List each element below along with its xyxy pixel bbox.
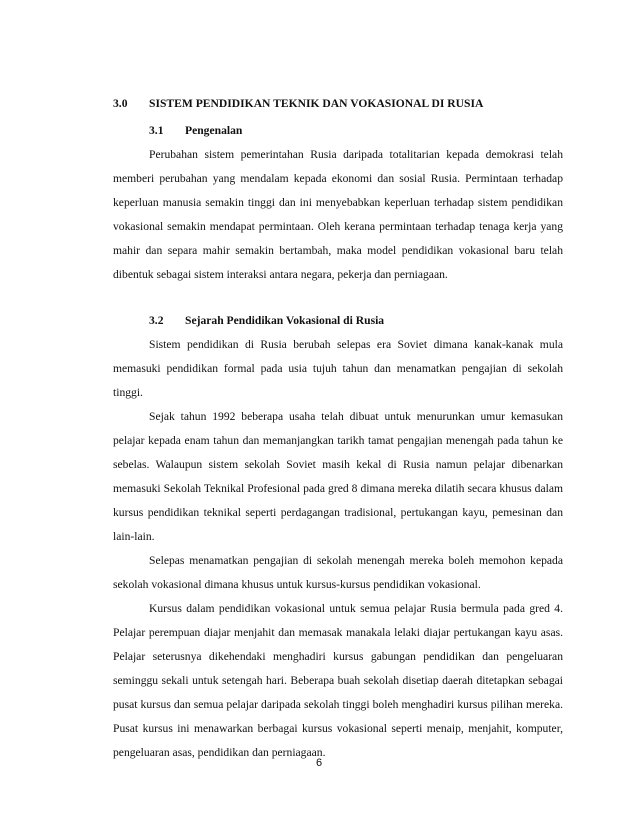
paragraph: Perubahan sistem pemerintahan Rusia daripada totalitarian kepada demokrasi telah memberi perubahan yang mendalam kepada ekonomi dan sosial Rusia. Permintaan terhadap keperluan manusia semakin tinggi dan ini menyebabkan keperluan terhadap sistem pendidikan vokasional semakin mendapat permintaan. Oleh kerana permintaan terhadap tenaga kerja yang mahir dan separa mahir semakin bertambah, maka model pendidikan vokasional baru telah dibentuk sebagai sistem interaksi antara negara, pekerja dan perniagaan. (113, 148, 563, 281)
subsection-number: 3.2 (149, 314, 164, 327)
section-heading (113, 92, 563, 116)
paragraph: Sejak tahun 1992 beberapa usaha telah dibuat untuk menurunkan umur kemasukan pelajar kepada enam tahun dan memanjangkan tarikh tamat pengajian menengah pada tahun ke sebelas. Walaupun sistem sekolah Soviet masih kekal di Rusia namun pelajar dibenarkan memasuki Sekolah Teknikal Profesional pada gred 8 dimana mereka dilatih secara khusus dalam kursus pendidikan teknikal seperti perdagangan tradisional, pertukangan kayu, pemesinan dan lain-lain. (113, 410, 563, 543)
paragraph: Sistem pendidikan di Rusia berubah selepas era Soviet dimana kanak-kanak mula memasuki pendidikan formal pada usia tujuh tahun dan menamatkan pengajian di sekolah tinggi. (113, 338, 563, 399)
subsection-number: 3.1 (149, 124, 164, 137)
subsection-title: Sejarah Pendidikan Vokasional di Rusia (185, 314, 385, 327)
section-number: 3.0 (113, 97, 128, 110)
page-number: 6 (315, 757, 323, 769)
section-title: SISTEM PENDIDIKAN TEKNIK DAN VOKASIONAL DI RUSIA (149, 97, 484, 110)
subsection-heading-sejarah (113, 309, 563, 333)
document-body (113, 92, 563, 765)
subsection-heading-pengenalan (113, 119, 563, 143)
subsection-title: Pengenalan (185, 124, 243, 137)
paragraph: Selepas menamatkan pengajian di sekolah menengah mereka boleh memohon kepada sekolah vokasional dimana khusus untuk kursus-kursus pendidikan vokasional. (113, 554, 563, 591)
paragraph: Kursus dalam pendidikan vokasional untuk semua pelajar Rusia bermula pada gred 4. Pelajar perempuan diajar menjahit dan memasak manakala lelaki diajar pertukangan kayu asas. Pelajar seterusnya dikehendaki menghadiri kursus gabungan pendidikan dan pengeluaran seminggu sekali untuk setengah hari. Beberapa buah sekolah disetiap daerah ditetapkan sebagai pusat kursus dan semua pelajar daripada sekolah tinggi boleh menghadiri kursus pilihan mereka. Pusat kursus ini menawarkan berbagai kursus vokasional seperti menaip, menjahit, komputer, pengeluaran asas, pendidikan dan perniagaan. (113, 602, 563, 759)
